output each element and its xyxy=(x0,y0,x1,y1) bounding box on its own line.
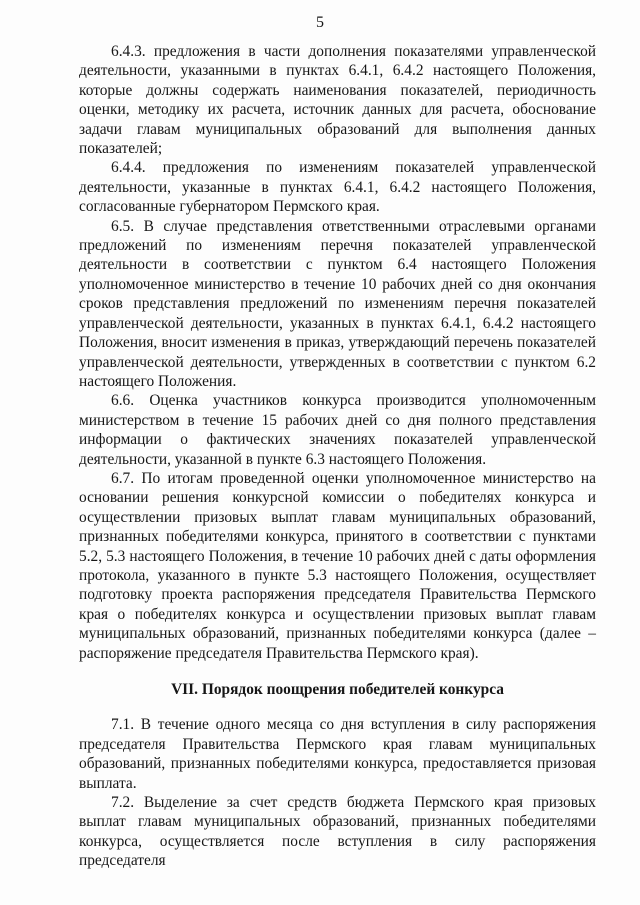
paragraph-6-4-4: 6.4.4. предложения по изменениям показателей управленческой деятельности, указанные в пунктах 6.4.1, 6.4.2 настоящего Положения, согласованные губернатором Пермского края. xyxy=(79,159,596,216)
section-heading: VII. Порядок поощрения победителей конкурса xyxy=(171,681,504,698)
paragraph-6-7: 6.7. По итогам проведенной оценки уполномоченное министерство на основании решения конкурсной комиссии о победителях конкурса и осуществлении призовых выплат главам муниципальных образований, признанных победителями конкурса, принятого в соответствии с пунктами 5.2, 5.3 настоящего Положения, в течение 10 рабочих дней с даты оформления протокола, указанного в пункте 5.3 настоящего Положения, осуществляет подготовку проекта распоряжения председателя Правительства Пермского края о победителях конкурса и осуществлении призовых выплат главам муниципальных образований, признанных победителями конкурса (далее – распоряжение председателя Правительства Пермского края). xyxy=(79,469,596,662)
paragraph-7-2: 7.2. Выделение за счет средств бюджета Пермского края призовых выплат главам муниципальных образований, признанных победителями конкурса, осуществляется после вступления в силу распоряжения председателя xyxy=(79,794,596,870)
paragraph-7-1: 7.1. В течение одного месяца со дня вступления в силу распоряжения председателя Правительства Пермского края главам муниципальных образований, признанных победителями конкурса, предоставляется призовая выплата. xyxy=(79,716,596,792)
paragraph-6-4-3: 6.4.3. предложения в части дополнения показателями управленческой деятельности, указанными в пунктах 6.4.1, 6.4.2 настоящего Положения, которые должны содержать наименования показателей, периодичность оценки, методику их расчета, источник данных для расчета, обоснование задачи главам муниципальных образований для выполнения данных показателей; xyxy=(79,43,596,158)
paragraph-6-5: 6.5. В случае представления ответственными отраслевыми органами предложений по изменениям перечня показателей управленческой деятельности в соответствии с пунктом 6.4 настоящего Положения уполномоченное министерство в течение 10 рабочих дней со дня окончания сроков представления предложений по изменениям перечня показателей управленческой деятельности, указанных в пунктах 6.4.1, 6.4.2 настоящего Положения, вносит изменения в приказ, утверждающий перечень показателей управленческой деятельности, утвержденных в соответствии с пунктом 6.2 настоящего Положения. xyxy=(79,217,596,390)
page-number: 5 xyxy=(316,14,324,31)
document-body xyxy=(79,42,596,871)
paragraph-6-6: 6.6. Оценка участников конкурса производится уполномоченным министерством в течение 15 рабочих дней со дня полного представления информации о фактических значениях показателей управленческой деятельности, указанной в пункте 6.3 настоящего Положения. xyxy=(79,392,596,468)
